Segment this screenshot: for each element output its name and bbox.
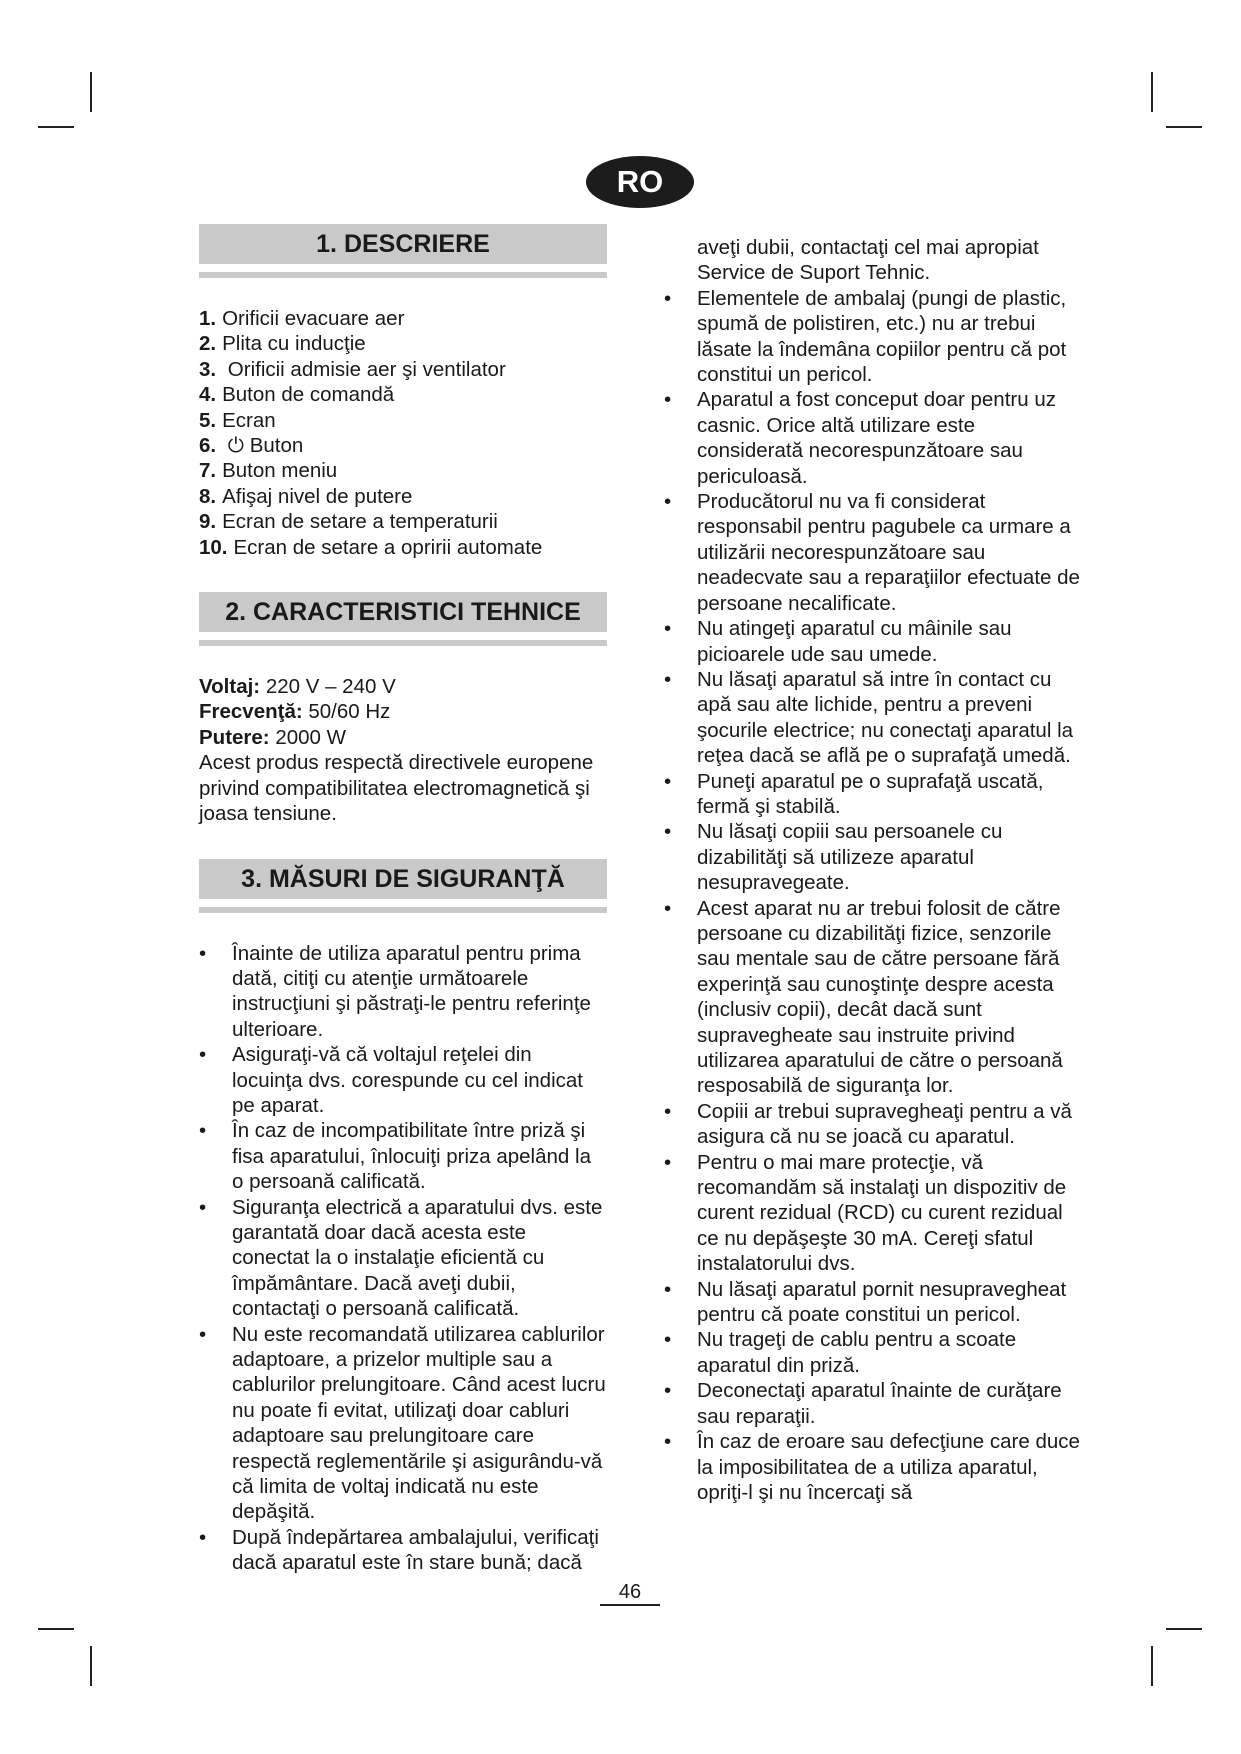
parts-list-item: 7. Buton meniu bbox=[199, 459, 338, 483]
safety-list-item: • Nu lăsaţi aparatul pornit nesupravegheat pentru că poate constitui un pericol. bbox=[664, 1277, 1084, 1328]
parts-list-item: 1. Orificii evacuare aer bbox=[199, 307, 405, 330]
left-column bbox=[199, 224, 607, 1576]
safety-list-item: • Asiguraţi-vă că voltajul reţelei din locuinţa dvs. corespunde cu cel indicat pe aparat. bbox=[199, 1042, 607, 1118]
safety-list-item: • Înainte de utiliza aparatul pentru prima dată, citiţi cu atenţie următoarele instrucţiuni şi păstraţi-le pentru referinţe ulterioare. bbox=[199, 941, 607, 1043]
parts-list-item: 10. Ecran de setare a opririi automate bbox=[199, 535, 543, 559]
safety-list-item: • Nu atingeţi aparatul cu mâinile sau picioarele ude sau umede. bbox=[664, 616, 1084, 667]
safety-list-item: • Nu lăsaţi aparatul să intre în contact cu apă sau alte lichide, pentru a preveni şocurile electrice; nu conectaţi aparatul la reţea dacă se află pe o suprafaţă umedă. bbox=[664, 667, 1084, 769]
crop-mark bbox=[1151, 72, 1153, 112]
parts-list-item: 2. Plita cu inducţie bbox=[199, 332, 366, 356]
parts-list-item: 8. Afişaj nivel de putere bbox=[199, 484, 413, 508]
parts-list-item: 6. ⏻ Buton bbox=[199, 434, 304, 458]
parts-list-item: 4. Buton de comandă bbox=[199, 383, 395, 407]
parts-list-item: 9. Ecran de setare a temperaturii bbox=[199, 510, 498, 534]
safety-list-item: • Aparatul a fost conceput doar pentru uz casnic. Orice altă utilizare este considerată necorespunzătoare sau periculoasă. bbox=[664, 387, 1084, 489]
safety-list-item: • Puneţi aparatul pe o suprafaţă uscată, fermă şi stabilă. bbox=[664, 769, 1084, 820]
crop-mark bbox=[38, 1628, 74, 1630]
safety-list-item: • Siguranţa electrică a aparatului dvs. este garantată doar dacă acesta este conectat la o instalaţie eficientă cu împământare. Dacă aveţi dubii, contactaţi o persoană calificată. bbox=[199, 1195, 607, 1322]
safety-list-item: • Nu trageţi de cablu pentru a scoate aparatul din priză. bbox=[664, 1327, 1084, 1378]
crop-mark bbox=[1166, 126, 1202, 128]
parts-list bbox=[199, 306, 607, 560]
section-title-safety: 3. MĂSURI DE SIGURANŢĂ bbox=[199, 859, 607, 899]
safety-list-item: • Producătorul nu va fi considerat responsabil pentru pagubele ca urmare a utilizării necorespunzătoare sau neadecvate sau a reparaţiilor efectuate de persoane necalificate. bbox=[664, 489, 1084, 616]
safety-list-item: • Deconectaţi aparatul înainte de curăţare sau reparaţii. bbox=[664, 1378, 1084, 1429]
safety-list-item: • În caz de incompatibilitate între priză şi fisa aparatului, înlocuiţi priza apelând la o persoană calificată. bbox=[199, 1118, 607, 1194]
safety-list-right bbox=[664, 286, 1084, 1506]
spec-frequency: Frecvenţă: 50/60 Hz bbox=[199, 700, 391, 724]
compliance-text: Acest produs respectă directivele europene privind compatibilitatea electromagnetică şi joasa tensiune. bbox=[199, 751, 594, 826]
section-title-description: 1. DESCRIERE bbox=[199, 224, 607, 264]
crop-mark bbox=[90, 1646, 92, 1686]
parts-list-item: 5. Ecran bbox=[199, 408, 276, 432]
safety-list-item: • Copiii ar trebui supravegheaţi pentru a vă asigura că nu se joacă cu aparatul. bbox=[664, 1099, 1084, 1150]
safety-continuation: aveţi dubii, contactaţi cel mai apropiat Service de Suport Tehnic. bbox=[697, 236, 1039, 285]
safety-list-item: • Pentru o mai mare protecţie, vă recomandăm să instalaţi un dispozitiv de curent rezidual (RCD) cu curent rezidual ce nu depăşeşte 30 mA. Cereţi sfatul instalatorului dvs. bbox=[664, 1150, 1084, 1277]
spec-power: Putere: 2000 W bbox=[199, 725, 346, 749]
parts-list-item: 3. Orificii admisie aer şi ventilator bbox=[199, 357, 506, 381]
safety-list-item: • Nu este recomandată utilizarea cablurilor adaptoare, a prizelor multiple sau a cablurilor prelungitoare. Când acest lucru nu poate fi evitat, utilizaţi doar cabluri adaptoare sau prelungitoare care respectă reglementările şi asigurându-vă că limita de voltaj indicată nu este depăşită. bbox=[199, 1322, 607, 1525]
safety-list-item: • În caz de eroare sau defecţiune care duce la imposibilitatea de a utiliza aparatul, opriţi-l şi nu încercaţi să bbox=[664, 1429, 1084, 1505]
safety-list-item: • După îndepărtarea ambalajului, verificaţi dacă aparatul este în stare bună; dacă bbox=[199, 1525, 607, 1576]
section-title-specs: 2. CARACTERISTICI TEHNICE bbox=[199, 592, 607, 632]
crop-mark bbox=[90, 72, 92, 112]
page-number: 46 bbox=[600, 1580, 660, 1606]
safety-list-item: • Elementele de ambalaj (pungi de plastic, spumă de polistiren, etc.) nu ar trebui lăsate la îndemâna copiilor pentru că pot constitui un pericol. bbox=[664, 286, 1084, 388]
spec-voltage: Voltaj: 220 V – 240 V bbox=[199, 675, 396, 699]
language-badge: RO bbox=[586, 156, 694, 208]
crop-mark bbox=[1151, 1646, 1153, 1686]
right-column bbox=[664, 235, 1084, 1505]
crop-mark bbox=[1166, 1628, 1202, 1630]
safety-list-item: • Acest aparat nu ar trebui folosit de către persoane cu dizabilităţi fizice, senzorile sau mentale sau de către persoane fără experinţă sau cunoştinţe despre acesta (inclusiv copii), decât dacă sunt supravegheate sau instruite privind utilizarea aparatului de către o persoană resposabilă de siguranţa lor. bbox=[664, 896, 1084, 1099]
crop-mark bbox=[38, 126, 74, 128]
safety-list-left bbox=[199, 941, 607, 1576]
safety-list-item: • Nu lăsaţi copiii sau persoanele cu dizabilităţi să utilizeze aparatul nesupravegeate. bbox=[664, 819, 1084, 895]
